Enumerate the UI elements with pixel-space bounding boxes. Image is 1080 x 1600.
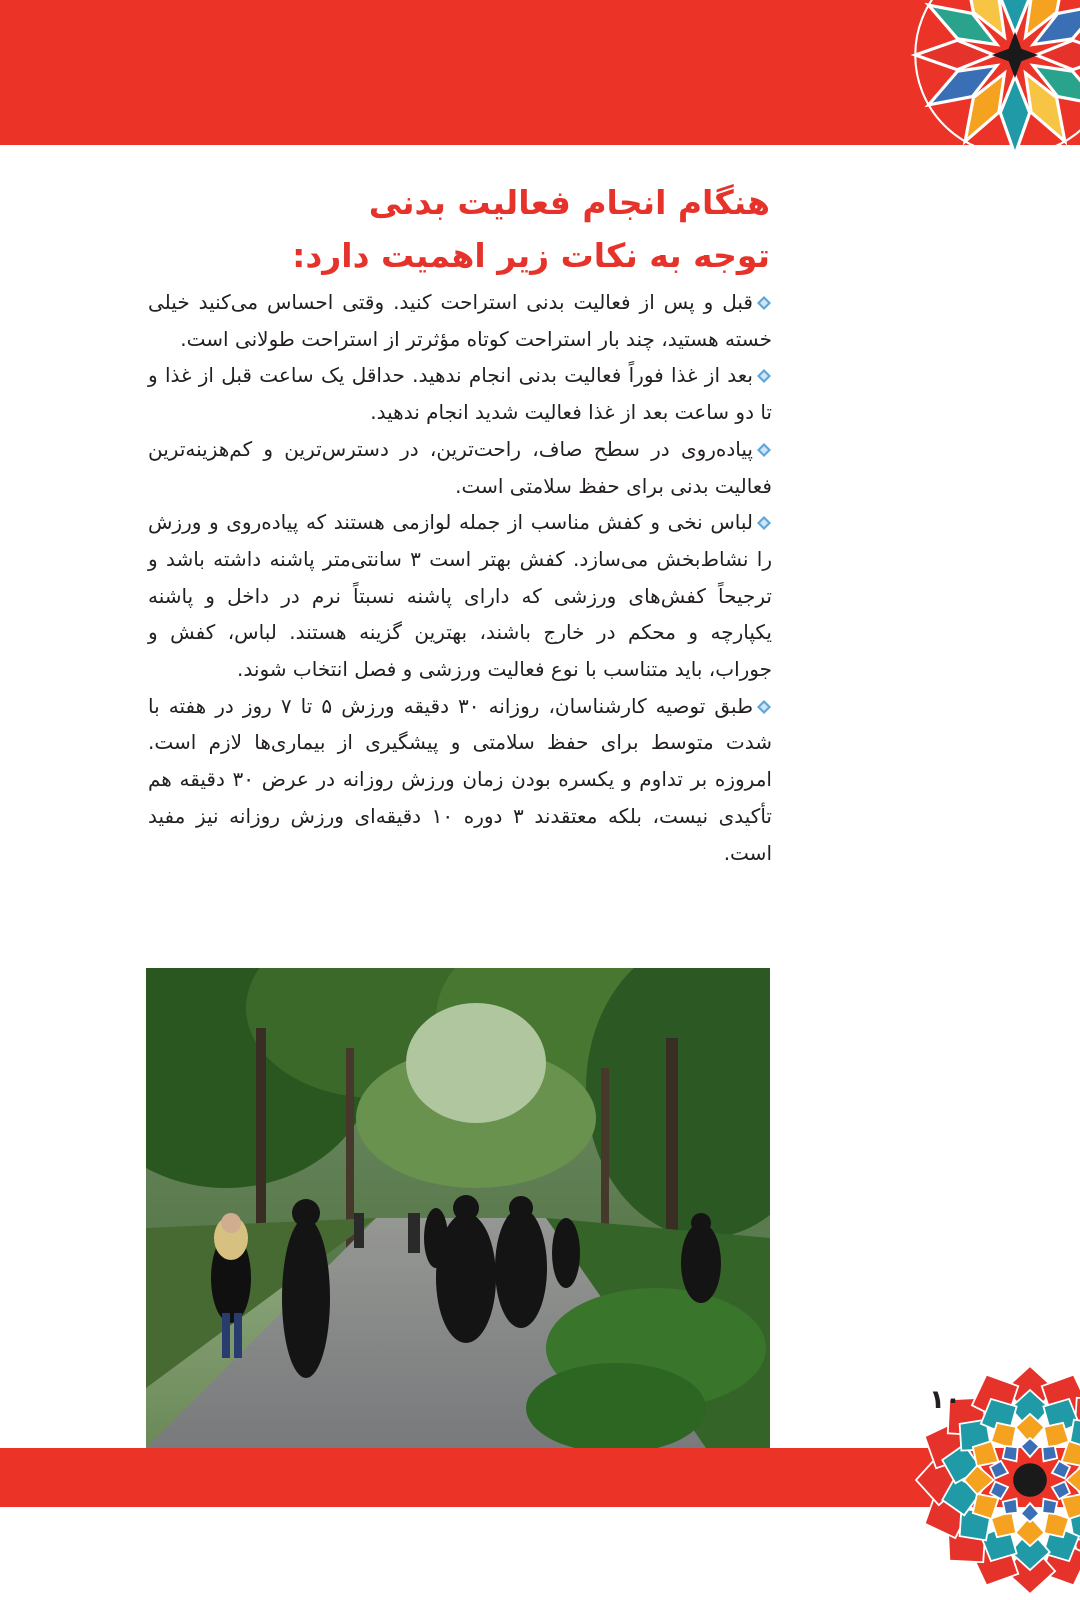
islamic-star-ornament-icon [910, 0, 1080, 160]
page-title-line-1: هنگام انجام فعالیت بدنی [368, 183, 770, 222]
tip-text: پیاده‌روی در سطح صاف، راحت‌ترین، در دسترس‌ترین و کم‌هزینه‌ترین فعالیت بدنی برای حفظ سلامتی است. [148, 436, 772, 498]
page-title-line-2: توجه به نکات زیر اهمیت دارد: [292, 236, 770, 275]
page-number: ۱۰ [929, 1385, 961, 1415]
tip-paragraph [148, 688, 772, 872]
tip-text: قبل و پس از فعالیت بدنی استراحت کنید. وقتی احساس می‌کنید خیلی خسته هستید، چند بار استراحت کوتاه مؤثرتر از استراحت طولانی است. [148, 290, 772, 351]
tip-text: بعد از غذا فوراً فعالیت بدنی انجام ندهید. حداقل یک ساعت قبل از غذا و تا دو ساعت بعد از غذا فعالیت شدید انجام ندهید. [148, 363, 772, 425]
tip-paragraph [148, 284, 772, 357]
diamond-bullet-icon [756, 442, 772, 458]
diamond-bullet-icon [756, 699, 772, 715]
ornament-center [992, 32, 1038, 78]
article-body [148, 284, 772, 871]
tip-text: طبق توصیه کارشناسان، روزانه ۳۰ دقیقه ورزش ۵ تا ۷ روز در هفته با شدت متوسط برای حفظ سلامتی و پیشگیری از بیماری‌ها لازم است. امروزه بر تداوم و یکسره بودن زمان ورزش روزانه در عرض ۳۰ دقیقه هم تأکیدی نیست، بلکه معتقدند ۳ دوره ۱۰ دقیقه‌ای ورزش روزانه نیز مفید است. [148, 693, 772, 865]
ornament-petal [1000, 76, 1029, 155]
tip-text: لباس نخی و کفش مناسب از جمله لوازمی هستند که پیاده‌روی و ورزش را نشاط‌بخش می‌سازد. کفش بهتر است ۳ سانتی‌متر پاشنه داشته باشد و ترجیحاً کفش‌های ورزشی که دارای پاشنه نسبتاً نرم در داخل و پاشنه یکپارچه و محکم در خارج باشند، بهترین گزینه هستند. لباس، کفش و جوراب، باید متناسب با نوع فعالیت ورزشی و فصل انتخاب شوند. [148, 510, 773, 682]
tip-paragraph [148, 431, 772, 504]
mandala-petal [1021, 1503, 1039, 1522]
diamond-bullet-icon [756, 295, 772, 311]
diamond-bullet-icon [756, 368, 772, 384]
walking-park-photo [146, 968, 770, 1448]
tip-paragraph [148, 357, 772, 430]
tip-paragraph [148, 504, 772, 688]
ornament-petal [915, 40, 994, 69]
diamond-bullet-icon [756, 515, 772, 531]
mandala-petal [1021, 1438, 1039, 1457]
mandala-center [1013, 1463, 1047, 1497]
